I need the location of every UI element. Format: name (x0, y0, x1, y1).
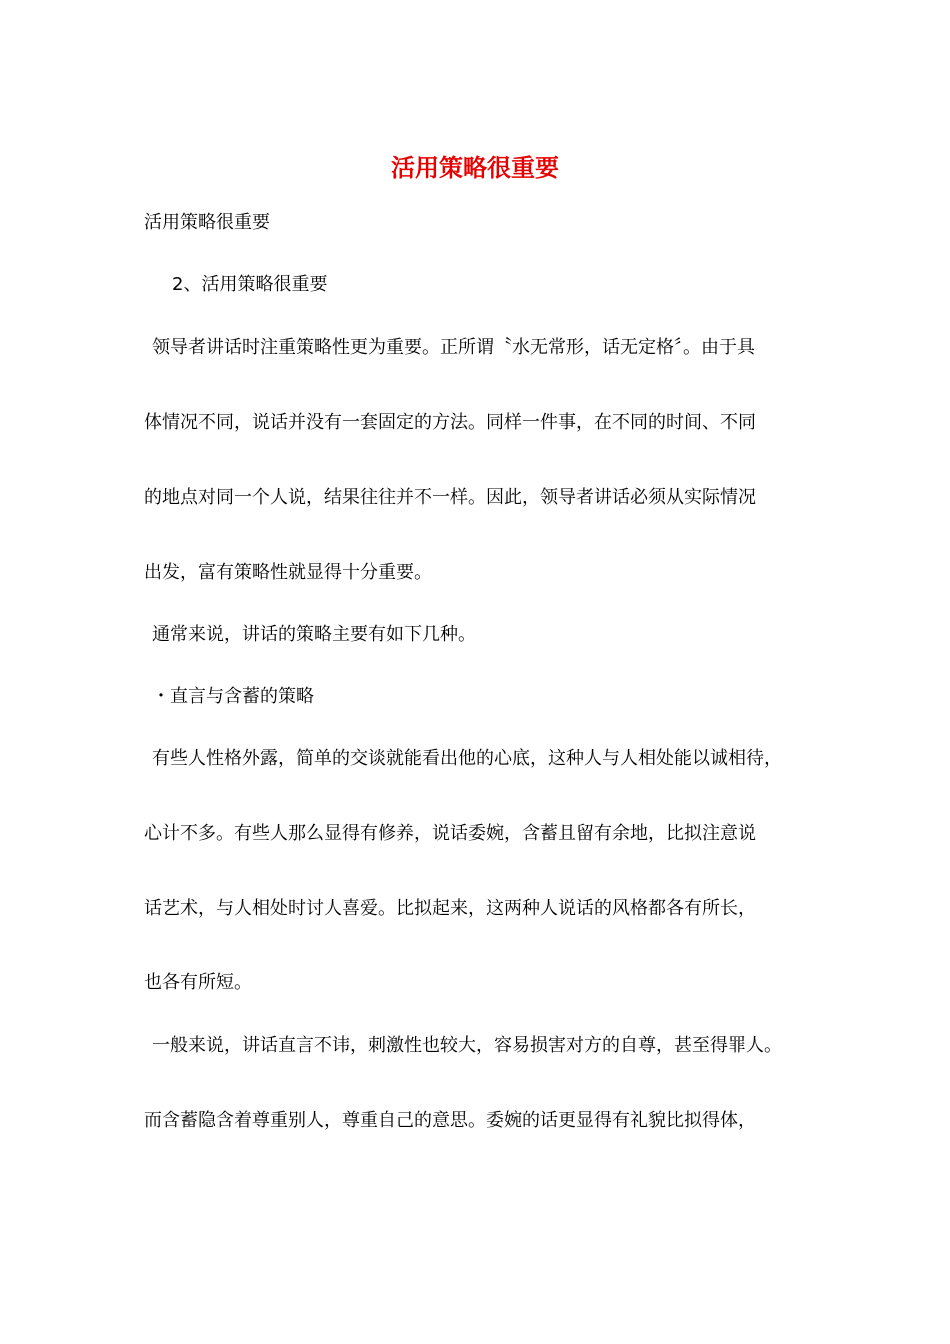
paragraph3-line1: 有些人性格外露，简单的交谈就能看出他的心底，这种人与人相处能以诚相待， (152, 748, 782, 769)
paragraph3-line2: 心计不多。有些人那么显得有修养，说话委婉，含蓄且留有余地，比拟注意说 (144, 823, 756, 844)
paragraph2: 通常来说，讲话的策略主要有如下几种。 (152, 624, 476, 645)
paragraph3-line4: 也各有所短。 (144, 972, 252, 993)
paragraph3-line3: 话艺术，与人相处时讨人喜爱。比拟起来，这两种人说话的风格都各有所长， (144, 898, 756, 919)
subtitle: 活用策略很重要 (144, 212, 270, 233)
bullet-heading: ・直言与含蓄的策略 (152, 686, 314, 707)
paragraph1-line3: 的地点对同一个人说，结果往往并不一样。因此，领导者讲话必须从实际情况 (144, 487, 756, 508)
paragraph1-line4: 出发，富有策略性就显得十分重要。 (144, 562, 432, 583)
document-title: 活用策略很重要 (391, 153, 559, 182)
section-heading: 2、活用策略很重要 (172, 274, 328, 295)
paragraph1-line1: 领导者讲话时注重策略性更为重要。正所谓〝水无常形，话无定格〞。由于具 (152, 337, 755, 358)
paragraph4-line1: 一般来说，讲话直言不讳，刺激性也较大，容易损害对方的自尊，甚至得罪人。 (152, 1035, 782, 1056)
paragraph1-line2: 体情况不同，说话并没有一套固定的方法。同样一件事，在不同的时间、不同 (144, 412, 756, 433)
paragraph4-line2: 而含蓄隐含着尊重别人，尊重自己的意思。委婉的话更显得有礼貌比拟得体， (144, 1110, 756, 1131)
